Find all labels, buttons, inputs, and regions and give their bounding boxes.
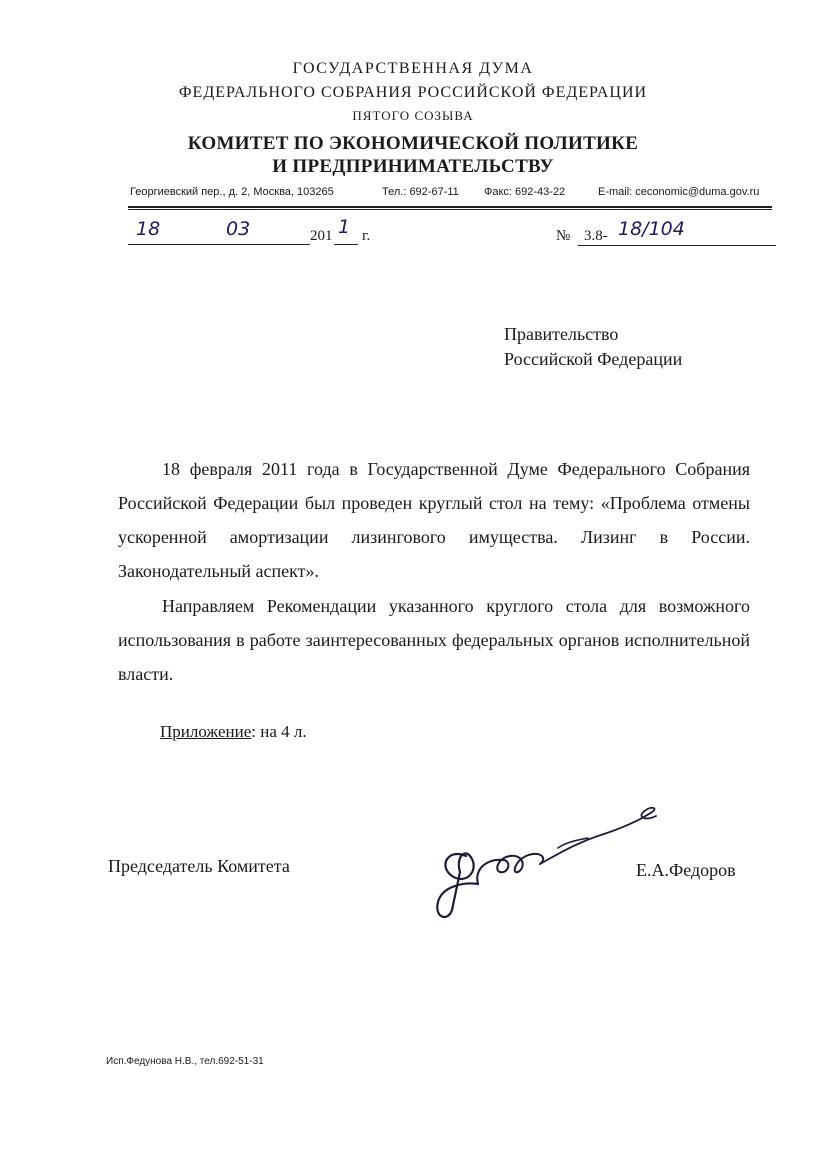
date-day: 18	[136, 218, 161, 240]
addressee-line1: Правительство	[504, 324, 619, 344]
contact-fax: Факс: 692-43-22	[484, 186, 566, 198]
contact-phone: Тел.: 692-67-11	[382, 186, 459, 198]
header-rule-thick	[128, 206, 772, 208]
committee-title-line1: КОМИТЕТ ПО ЭКОНОМИЧЕСКОЙ ПОЛИТИКЕ	[187, 133, 639, 154]
attachment-label: Приложение	[160, 722, 252, 741]
date-month: 03	[226, 218, 251, 240]
header-state-duma: ГОСУДАРСТВЕННАЯ ДУМА	[292, 60, 534, 77]
contact-address: Георгиевский пер., д. 2, Москва, 103265	[130, 186, 334, 198]
date-year-prefix: 201	[310, 228, 333, 244]
header-rule-thin	[128, 209, 772, 210]
signatory-title: Председатель Комитета	[108, 856, 290, 876]
date-year-digit: 1	[338, 216, 351, 238]
number-underline	[578, 245, 776, 246]
attachment-value: : на 4 л.	[251, 722, 307, 741]
number-sign: №	[556, 228, 571, 244]
addressee-line2: Российской Федерации	[504, 349, 683, 369]
committee-title-line2: И ПРЕДПРИНИМАТЕЛЬСТВУ	[272, 156, 554, 177]
date-number-line	[0, 216, 826, 254]
addressee	[504, 322, 682, 372]
date-underline	[128, 244, 310, 245]
number-prefix: 3.8-	[584, 228, 608, 244]
year-underline	[334, 244, 358, 245]
handwritten-signature	[408, 798, 668, 928]
body-paragraph-2: Направляем Рекомендации указанного круглого стола для возможного использования в работе заинтересованных федеральных органов исполнительной власти.	[118, 596, 750, 684]
header-federal-assembly: ФЕДЕРАЛЬНОГО СОБРАНИЯ РОССИЙСКОЙ ФЕДЕРАЦИИ	[178, 84, 648, 101]
number-value: 18/104	[618, 218, 685, 240]
body-paragraph-1: 18 февраля 2011 года в Государственной Думе Федерального Собрания Российской Федерации был проведен круглый стол на тему: «Проблема отмены ускоренной амортизации лизингового имущества. Лизинг в России. Законодательный аспект».	[118, 459, 750, 581]
header-convocation: ПЯТОГО СОЗЫВА	[352, 108, 474, 123]
signatory-name: Е.А.Федоров	[636, 860, 736, 880]
contact-email: E-mail: ceconomic@duma.gov.ru	[598, 186, 760, 198]
date-year-suffix: г.	[362, 228, 371, 244]
executor-note: Исп.Федунова Н.В., тел.692-51-31	[106, 1056, 264, 1067]
attachment-line	[160, 722, 307, 742]
